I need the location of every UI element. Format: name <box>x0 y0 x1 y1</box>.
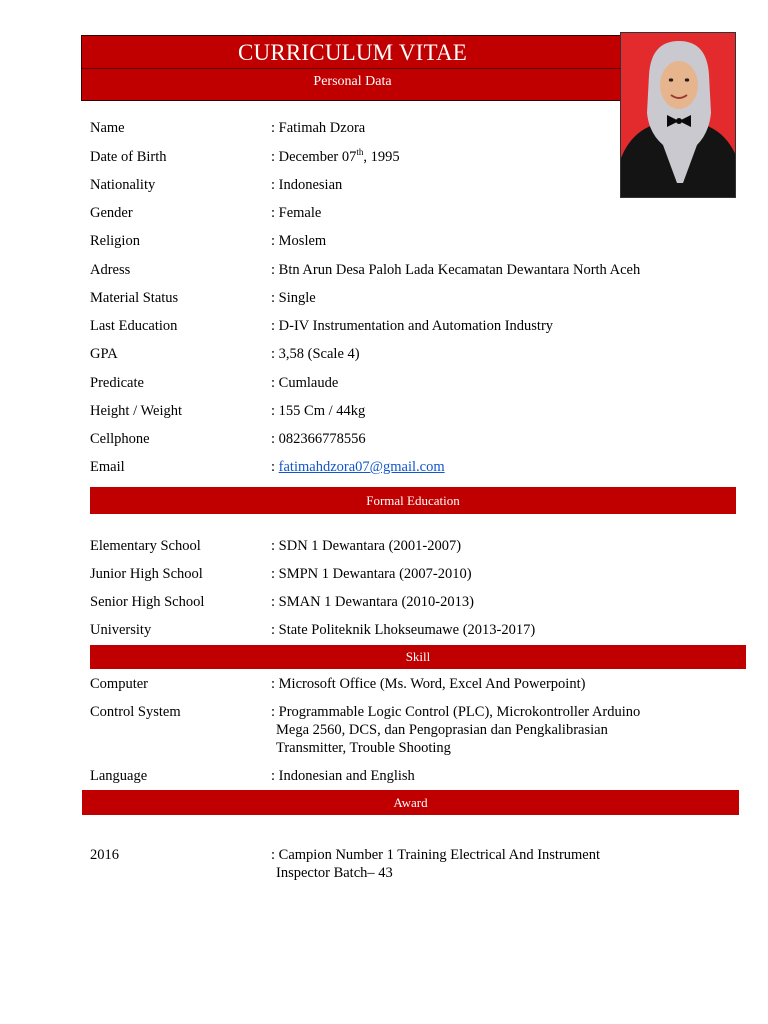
portrait-illustration <box>621 33 736 198</box>
name-value: : Fatimah Dzora <box>271 120 366 136</box>
control-system-line-3: Transmitter, Trouble Shooting <box>276 740 451 756</box>
junior-label: Junior High School <box>90 566 203 582</box>
name-label: Name <box>90 120 125 136</box>
last-education-value: : D-IV Instrumentation and Automation Industry <box>271 318 554 334</box>
height-weight-label: Height / Weight <box>90 403 182 419</box>
religion-label: Religion <box>90 233 140 249</box>
dob-label: Date of Birth <box>90 149 167 165</box>
dob-year: , 1995 <box>363 149 400 165</box>
religion-value: : Moslem <box>271 233 327 249</box>
cv-header <box>81 35 624 101</box>
profile-photo <box>620 32 736 198</box>
award-line-1: : Campion Number 1 Training Electrical And Instrument <box>271 847 601 863</box>
section-heading-personal-data: Personal Data <box>313 74 392 89</box>
junior-value: : SMPN 1 Dewantara (2007-2010) <box>271 566 472 582</box>
control-system-value <box>271 703 671 757</box>
university-value: : State Politeknik Lhokseumawe (2013-2017) <box>271 622 536 638</box>
control-system-line-1: : Programmable Logic Control (PLC), Microkontroller Arduino <box>271 704 641 720</box>
gpa-label: GPA <box>90 346 118 362</box>
award-description <box>271 846 671 882</box>
section-heading-award: Award <box>82 790 739 815</box>
control-system-label: Control System <box>90 704 181 720</box>
email-link[interactable]: fatimahdzora07@gmail.com <box>278 459 445 475</box>
email-value <box>271 458 671 476</box>
section-heading-formal-education: Formal Education <box>90 487 736 514</box>
email-label: Email <box>90 459 125 475</box>
address-value: : Btn Arun Desa Paloh Lada Kecamatan Dewantara North Aceh <box>271 262 641 278</box>
nationality-value: : Indonesian <box>271 177 343 193</box>
award-year: 2016 <box>90 847 119 863</box>
nationality-label: Nationality <box>90 177 156 193</box>
elementary-value: : SDN 1 Dewantara (2001-2007) <box>271 538 462 554</box>
computer-label: Computer <box>90 676 148 692</box>
university-label: University <box>90 622 152 638</box>
language-label: Language <box>90 768 148 784</box>
header-divider <box>82 68 623 69</box>
section-heading-skill: Skill <box>90 645 746 669</box>
award-line-2: Inspector Batch– 43 <box>276 865 393 881</box>
cellphone-value: : 082366778556 <box>271 431 366 447</box>
dob-ordinal: th <box>356 147 364 158</box>
elementary-label: Elementary School <box>90 538 201 554</box>
gpa-value: : 3,58 (Scale 4) <box>271 346 360 362</box>
dob-value-main: : December 07 <box>271 149 357 165</box>
document-title: CURRICULUM VITAE <box>237 40 468 65</box>
last-education-label: Last Education <box>90 318 178 334</box>
predicate-value: : Cumlaude <box>271 375 339 391</box>
dob-value <box>271 148 671 166</box>
height-weight-value: : 155 Cm / 44kg <box>271 403 366 419</box>
senior-label: Senior High School <box>90 594 205 610</box>
address-label: Adress <box>90 262 131 278</box>
control-system-line-2: Mega 2560, DCS, dan Pengoprasian dan Pengkalibrasian <box>276 722 608 738</box>
computer-value: : Microsoft Office (Ms. Word, Excel And Powerpoint) <box>271 676 586 692</box>
marital-status-value: : Single <box>271 290 316 306</box>
language-value: : Indonesian and English <box>271 768 415 784</box>
senior-value: : SMAN 1 Dewantara (2010-2013) <box>271 594 474 610</box>
gender-label: Gender <box>90 205 133 221</box>
cellphone-label: Cellphone <box>90 431 150 447</box>
marital-status-label: Material Status <box>90 290 179 306</box>
gender-value: : Female <box>271 205 322 221</box>
email-colon: : <box>271 459 279 475</box>
predicate-label: Predicate <box>90 375 144 391</box>
